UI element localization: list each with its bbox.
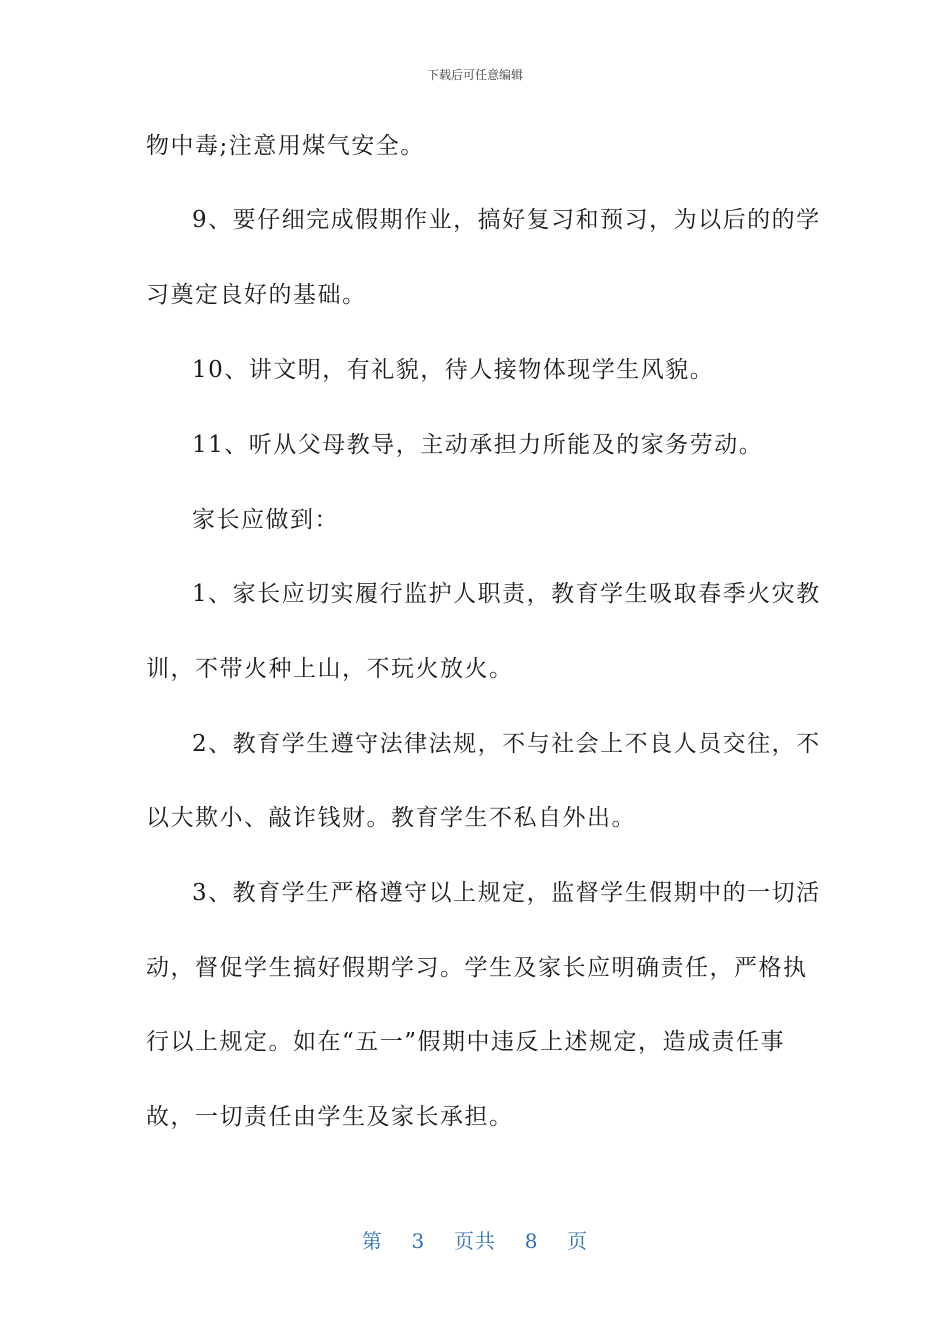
page-footer <box>0 1225 950 1254</box>
body-line: 9、要仔细完成假期作业，搞好复习和预习，为以后的的学 <box>192 207 821 233</box>
body-line: 家长应做到： <box>192 507 339 533</box>
body-line: 行以上规定。如在“五一”假期中违反上述规定，造成责任事 <box>146 1029 786 1055</box>
body-line: 习奠定良好的基础。 <box>146 282 367 308</box>
footer-prefix: 第 <box>361 1229 383 1253</box>
body-line: 1、家长应切实履行监护人职责，教育学生吸取春季火灾教 <box>192 581 821 607</box>
footer-middle: 页共 <box>454 1229 496 1253</box>
body-line: 物中毒;注意用煤气安全。 <box>146 133 425 159</box>
body-line: 3、教育学生严格遵守以上规定，监督学生假期中的一切活 <box>192 880 821 906</box>
body-line: 以大欺小、敲诈钱财。教育学生不私自外出。 <box>146 805 636 831</box>
body-line: 11、听从父母教导，主动承担力所能及的家务劳动。 <box>192 432 764 458</box>
footer-suffix: 页 <box>567 1229 589 1253</box>
body-line: 训，不带火种上山，不玩火放火。 <box>146 656 514 682</box>
footer-total-pages: 8 <box>524 1229 539 1253</box>
body-line: 10、讲文明，有礼貌，待人接物体现学生风貌。 <box>192 357 715 383</box>
footer-page-number: 3 <box>411 1229 426 1253</box>
body-line: 动，督促学生搞好假期学习。学生及家长应明确责任，严格执 <box>146 955 808 981</box>
page-header: 下载后可任意编辑 <box>426 68 523 82</box>
body-line: 故，一切责任由学生及家长承担。 <box>146 1104 514 1130</box>
body-line: 2、教育学生遵守法律法规，不与社会上不良人员交往，不 <box>192 731 821 757</box>
